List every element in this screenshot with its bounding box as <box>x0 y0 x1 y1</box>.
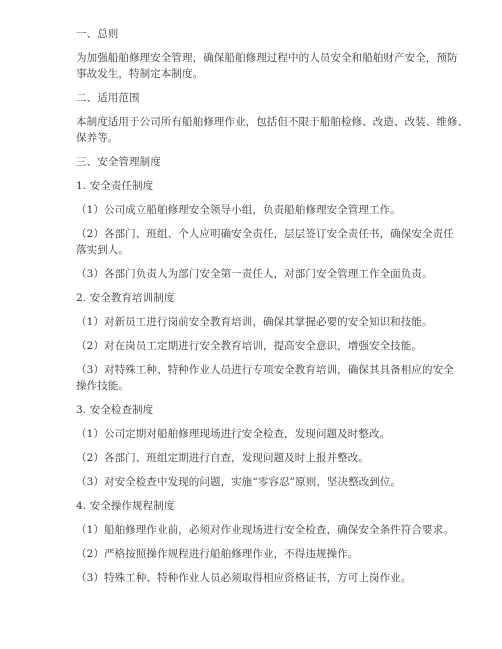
subheading-h3-4 <box>76 498 436 514</box>
text-line: 二、适用范围 <box>76 92 140 104</box>
text-line: 三、安全管理制度 <box>76 156 161 168</box>
section-heading-h2 <box>76 90 436 106</box>
text-line: 2. 安全教育培训制度 <box>76 292 175 304</box>
subheading-h3-2 <box>76 290 436 306</box>
text-line: 一、总则 <box>76 28 119 40</box>
text-line: （3）对特殊工种、特种作业人员进行专项安全教育培训，确保其具备相应的安全 <box>76 364 454 376</box>
text-line: （1）公司定期对船舶修理现场进行安全检查，发现问题及时整改。 <box>76 428 391 440</box>
text-line: （3）对安全检查中发现的问题，实施“零容忍”原则，坚决整改到位。 <box>76 476 402 488</box>
paragraph-p3-1-1 <box>76 202 436 218</box>
text-line: （2）各部门、班组定期进行自查，发现问题及时上报并整改。 <box>76 452 369 464</box>
text-line: （2）对在岗员工定期进行安全教育培训，提高安全意识，增强安全技能。 <box>76 340 422 352</box>
text-line: 4. 安全操作规程制度 <box>76 500 175 512</box>
document-body <box>76 26 469 594</box>
text-line: 操作技能。 <box>76 380 129 392</box>
text-line: 为加强船舶修理安全管理，确保船舶修理过程中的人员安全和船舶财产安全，预防 <box>76 52 458 64</box>
text-line: （1）公司成立船舶修理安全领导小组，负责船舶修理安全管理工作。 <box>76 204 401 216</box>
text-line: （3）特殊工种、特种作业人员必须取得相应资格证书，方可上岗作业。 <box>76 572 412 584</box>
paragraph-p3-1-2 <box>76 226 454 258</box>
paragraph-p3-2-1 <box>76 314 436 330</box>
text-line: （1）船舶修理作业前，必须对作业现场进行安全检查，确保安全条件符合要求。 <box>76 524 454 536</box>
paragraph-p3-4-3 <box>76 570 436 586</box>
text-line: 3. 安全检查制度 <box>76 404 154 416</box>
paragraph-p2 <box>76 114 469 146</box>
paragraph-p3-3-3 <box>76 474 436 490</box>
text-line: （1）对新员工进行岗前安全教育培训，确保其掌握必要的安全知识和技能。 <box>76 316 433 328</box>
text-line: （2）各部门、班组、个人应明确安全责任，层层签订安全责任书，确保安全责任 <box>76 228 454 240</box>
text-line: 本制度适用于公司所有船舶修理作业，包括但不限于船舶检修、改造、改装、维修、 <box>76 116 469 128</box>
subheading-h3-3 <box>76 402 436 418</box>
paragraph-p3-2-3 <box>76 362 454 394</box>
paragraph-p3-3-2 <box>76 450 436 466</box>
section-heading-h1 <box>76 26 436 42</box>
text-line: 保养等。 <box>76 132 119 144</box>
paragraph-p1 <box>76 50 458 82</box>
section-heading-h3 <box>76 154 436 170</box>
text-line: （3）各部门负责人为部门安全第一责任人，对部门安全管理工作全面负责。 <box>76 268 433 280</box>
paragraph-p3-4-1 <box>76 522 454 538</box>
paragraph-p3-2-2 <box>76 338 436 354</box>
text-line: 事故发生，特制定本制度。 <box>76 68 204 80</box>
text-line: 1. 安全责任制度 <box>76 180 154 192</box>
paragraph-p3-1-3 <box>76 266 436 282</box>
paragraph-p3-4-2 <box>76 546 436 562</box>
text-line: （2）严格按照操作规程进行船舶修理作业，不得违规操作。 <box>76 548 359 560</box>
subheading-h3-1 <box>76 178 436 194</box>
text-line: 落实到人。 <box>76 244 129 256</box>
paragraph-p3-3-1 <box>76 426 436 442</box>
